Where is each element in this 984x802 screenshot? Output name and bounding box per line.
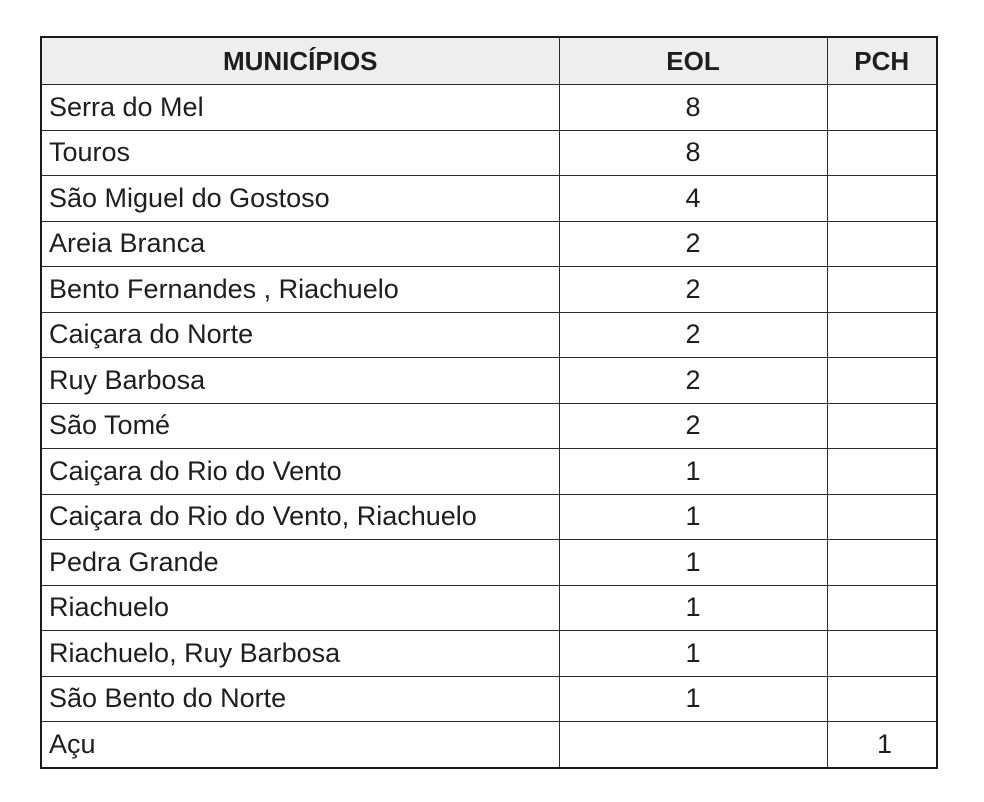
- cell-eol: 8: [559, 130, 827, 176]
- cell-eol: 8: [559, 85, 827, 131]
- cell-municipio: Ruy Barbosa: [41, 358, 559, 404]
- table-row: [41, 494, 937, 540]
- cell-eol: 2: [559, 403, 827, 449]
- table-row: [41, 676, 937, 722]
- header-pch: PCH: [827, 37, 937, 85]
- cell-pch: [827, 585, 937, 631]
- cell-eol: 2: [559, 267, 827, 313]
- cell-pch: [827, 540, 937, 586]
- table-row: [41, 403, 937, 449]
- cell-municipio: Bento Fernandes , Riachuelo: [41, 267, 559, 313]
- cell-pch: [827, 267, 937, 313]
- cell-eol: 1: [559, 676, 827, 722]
- cell-municipio: Serra do Mel: [41, 85, 559, 131]
- cell-pch: [827, 312, 937, 358]
- cell-pch: [827, 631, 937, 677]
- cell-eol: 2: [559, 312, 827, 358]
- cell-municipio: São Bento do Norte: [41, 676, 559, 722]
- table-row: [41, 130, 937, 176]
- cell-municipio: Pedra Grande: [41, 540, 559, 586]
- table-row: [41, 585, 937, 631]
- cell-municipio: Açu: [41, 722, 559, 768]
- cell-municipio: Riachuelo: [41, 585, 559, 631]
- table-row: [41, 449, 937, 495]
- cell-eol: 2: [559, 358, 827, 404]
- cell-pch: [827, 176, 937, 222]
- table-row: [41, 85, 937, 131]
- cell-eol: 1: [559, 631, 827, 677]
- cell-municipio: São Tomé: [41, 403, 559, 449]
- cell-pch: [827, 85, 937, 131]
- table-row: [41, 540, 937, 586]
- table-row: [41, 358, 937, 404]
- cell-pch: 1: [827, 722, 937, 768]
- cell-pch: [827, 494, 937, 540]
- cell-eol: 4: [559, 176, 827, 222]
- table-row: [41, 631, 937, 677]
- header-row: [41, 37, 937, 85]
- municipios-table: [40, 36, 938, 769]
- cell-municipio: Caiçara do Rio do Vento: [41, 449, 559, 495]
- cell-eol: 1: [559, 585, 827, 631]
- cell-pch: [827, 221, 937, 267]
- cell-eol: 2: [559, 221, 827, 267]
- cell-eol: 1: [559, 540, 827, 586]
- cell-pch: [827, 130, 937, 176]
- cell-municipio: São Miguel do Gostoso: [41, 176, 559, 222]
- table-row: [41, 312, 937, 358]
- cell-municipio: Caiçara do Norte: [41, 312, 559, 358]
- cell-pch: [827, 449, 937, 495]
- cell-eol: 1: [559, 494, 827, 540]
- header-municipios: MUNICÍPIOS: [41, 37, 559, 85]
- cell-eol: [559, 722, 827, 768]
- cell-pch: [827, 403, 937, 449]
- cell-pch: [827, 676, 937, 722]
- cell-municipio: Touros: [41, 130, 559, 176]
- cell-eol: 1: [559, 449, 827, 495]
- cell-municipio: Riachuelo, Ruy Barbosa: [41, 631, 559, 677]
- cell-pch: [827, 358, 937, 404]
- table-row: [41, 221, 937, 267]
- cell-municipio: Caiçara do Rio do Vento, Riachuelo: [41, 494, 559, 540]
- cell-municipio: Areia Branca: [41, 221, 559, 267]
- header-eol: EOL: [559, 37, 827, 85]
- table-row: [41, 267, 937, 313]
- table-row: [41, 176, 937, 222]
- table-container: [40, 36, 938, 769]
- table-row: [41, 722, 937, 768]
